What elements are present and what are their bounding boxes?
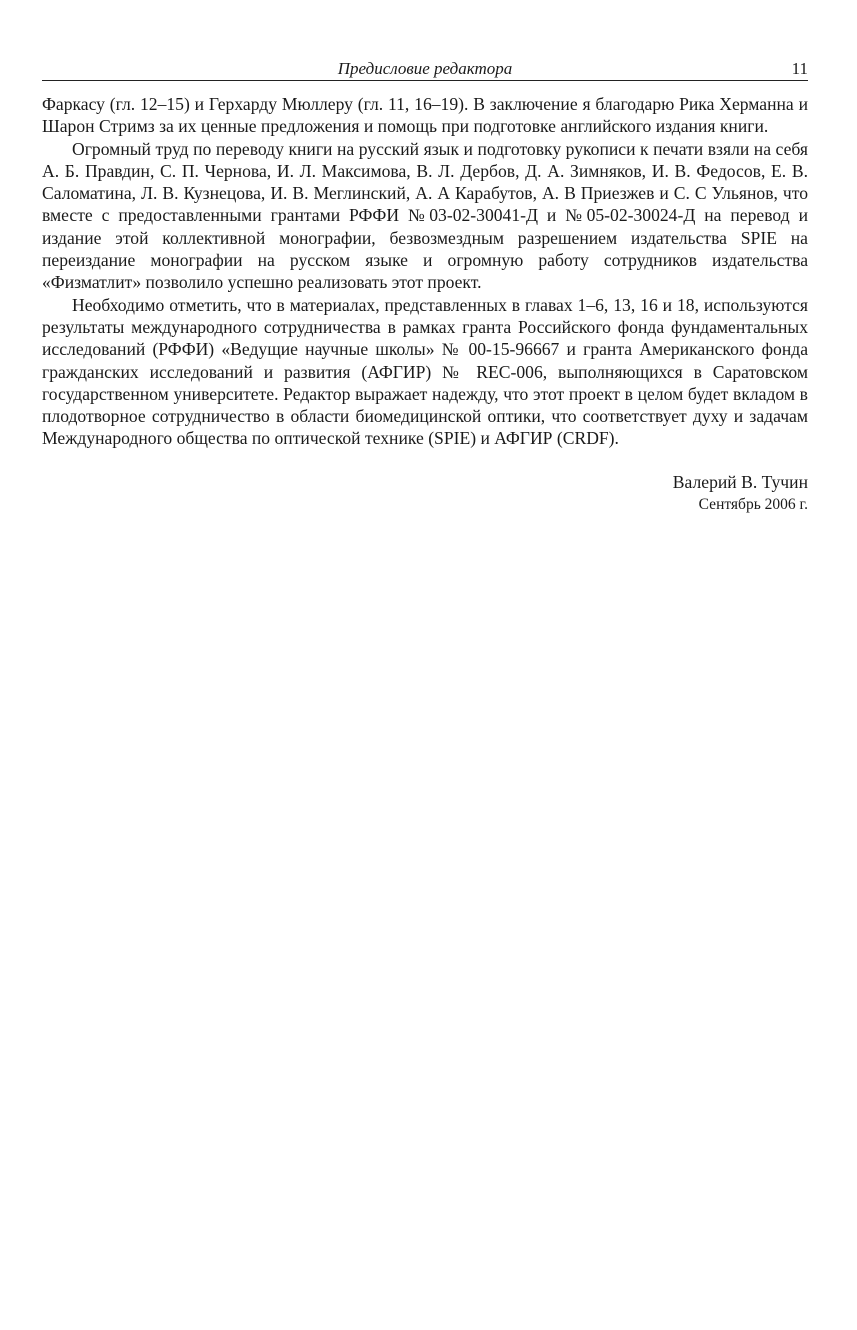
paragraph-translation-credits: Огромный труд по переводу книги на русский язык и подготовку рукописи к печати взяли на себя А. Б. Правдин, С. П. Чернова, И. Л. Максимова, В. Л. Дербов, Д. А. Зимняков, И. В. Федосов, Е. В. Саломатина, Л. В. Кузнецова, И. В. Меглинский, А. А Карабутов, А. В Приезжев и С. С Ульянов, что вместе с предоставленными грантами РФФИ №03-02-30041-Д и №05-02-30024-Д на перевод и издание этой коллективной монографии, безвозмездным разрешением издательства SPIE на переиздание монографии на русском языке и огромную работу сотрудников издательства «Физматлит» позволило успешно реализовать этот проект. <box>42 138 808 293</box>
paragraph-continuation: Фаркасу (гл. 12–15) и Герхарду Мюллеру (гл. 11, 16–19). В заключение я благодарю Рика Херманна и Шарон Стримз за их ценные предложения и помощь при подготовке английского издания книги. <box>42 94 808 137</box>
signature-date: Сентябрь 2006 г. <box>698 495 808 513</box>
book-page <box>42 58 808 516</box>
running-header <box>42 58 808 81</box>
page-number: 11 <box>791 59 808 78</box>
running-title: Предисловие редактора <box>337 59 513 78</box>
signature-name: Валерий В. Тучин <box>672 471 808 492</box>
signature-block <box>42 470 808 516</box>
body-text <box>42 93 808 450</box>
paragraph-grants: Необходимо отметить, что в материалах, представленных в главах 1–6, 13, 16 и 18, используются результаты международного сотрудничества в рамках гранта Российского фонда фундаментальных исследований (РФФИ) «Ведущие научные школы» № 00-15-96667 и гранта Американского фонда гражданских исследований и развития (АФГИР) № REC-006, выполняющихся в Саратовском государственном университете. Редактор выражает надежду, что этот проект в целом будет вкладом в плодотворное сотрудничество в области биомедицинской оптики, что соответствует духу и задачам Международного общества по оптической технике (SPIE) и АФГИР (CRDF). <box>42 294 808 449</box>
